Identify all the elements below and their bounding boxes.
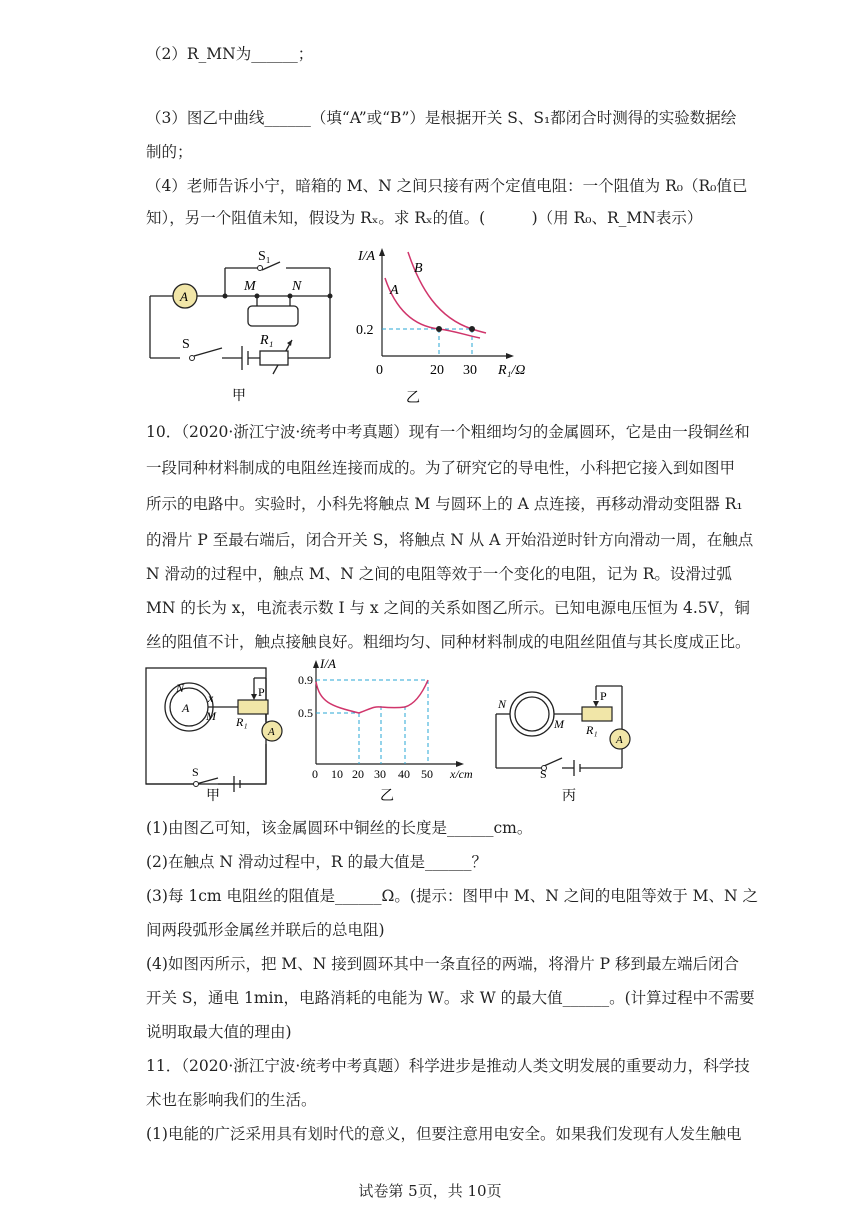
point-m-label: M xyxy=(554,717,564,731)
y-axis-label: I/A xyxy=(320,656,336,671)
q11-stem-line2: 术也在影响我们的生活。 xyxy=(146,1091,317,1109)
q9-current-resistance-graph xyxy=(350,238,540,410)
rheostat-label: R₁ xyxy=(260,333,274,348)
switch-s-label: S xyxy=(540,767,547,781)
ammeter-label: A xyxy=(616,734,623,746)
x-label: x xyxy=(208,691,214,705)
switch-s-label: S xyxy=(182,337,190,352)
point-m-label: M xyxy=(206,709,216,723)
q9-part3-line2: 制的； xyxy=(146,143,193,161)
q11-sub1-line1: (1)电能的广泛采用具有划时代的意义，但要注意用电安全。如果我们发现有人发生触电 xyxy=(146,1125,742,1143)
q10-stem-line4: 的滑片 P 至最右端后，闭合开关 S，将触点 N 从 A 开始沿逆时针方向滑动一周，在触点 xyxy=(146,531,754,549)
y-tick-label: 0.2 xyxy=(356,323,374,338)
q9-part4-line2: 知），另一个阻值未知，假设为 Rₓ。求 Rₓ的值。( )（用 R₀、R_MN表示） xyxy=(146,209,703,227)
y-tick-label: 0.9 xyxy=(298,673,313,687)
rheostat-label: R₁ xyxy=(236,715,248,729)
q9-circuit-diagram xyxy=(140,240,350,410)
q10-circuit-bing xyxy=(492,678,642,804)
current-curve xyxy=(316,680,428,713)
q10-stem-line6: MN 的长为 x，电流表示数 I 与 x 之间的关系如图乙所示。已知电源电压恒为 4.5V，铜 xyxy=(146,599,750,617)
x-axis-label: x/cm xyxy=(450,767,473,781)
x-tick-label: 50 xyxy=(421,767,433,781)
x-tick-label: 0 xyxy=(312,767,318,781)
y-axis-label: I/A xyxy=(358,249,376,264)
q10-sub4-line3: 说明取最大值的理由) xyxy=(146,1023,292,1041)
figure-caption-bing: 丙 xyxy=(562,789,576,804)
y-tick-label: 0.5 xyxy=(298,706,313,720)
q11-stem-line1: 11．（2020·浙江宁波·统考中考真题）科学进步是推动人类文明发展的重要动力，科学技 xyxy=(146,1057,750,1075)
figure-caption-jia: 甲 xyxy=(206,789,220,804)
q10-sub1: (1)由图乙可知，该金属圆环中铜丝的长度是______cm。 xyxy=(146,819,533,837)
q10-stem-line7: 丝的阻值不计，触点接触良好。粗细均匀、同种材料制成的电阻丝阻值与其长度成正比。 xyxy=(146,633,751,651)
slider-p-label: P xyxy=(600,689,607,703)
q10-sub3-line1: (3)每 1cm 电阻丝的阻值是______Ω。(提示：图甲中 M、N 之间的电阻等效于 M、N 之 xyxy=(146,887,759,905)
q10-sub4-line1: (4)如图丙所示，把 M、N 接到圆环其中一条直径的两端，将滑片 P 移到最左端后闭合 xyxy=(146,955,740,973)
q10-current-length-graph xyxy=(300,656,490,806)
slider-p-label: P xyxy=(258,685,265,699)
rheostat-label: R₁ xyxy=(586,723,598,737)
x-tick-label: 30 xyxy=(374,767,386,781)
x-tick-label: 10 xyxy=(331,767,343,781)
ammeter-label: A xyxy=(180,289,188,304)
page-footer: 试卷第 5页，共 10页 xyxy=(358,1182,502,1200)
x-tick-label: 0 xyxy=(376,363,383,378)
figure-caption-yi: 乙 xyxy=(380,789,394,804)
point-n-label: N xyxy=(176,681,185,695)
switch-s1-label: S₁ xyxy=(258,249,271,264)
q10-sub4-line2: 开关 S，通电 1min，电路消耗的电能为 W。求 W 的最大值______。(计算过程中不需要 xyxy=(146,989,755,1007)
point-a-label: A xyxy=(182,701,190,715)
x-tick-label: 20 xyxy=(352,767,364,781)
q9-part3-line1: （3）图乙中曲线______（填“A”或“B”）是根据开关 S、S₁都闭合时测得的实验数据绘 xyxy=(146,109,737,127)
node-n-label: N xyxy=(292,279,302,294)
x-axis-label: R₁/Ω xyxy=(498,363,526,378)
figure-caption-yi: 乙 xyxy=(406,391,420,406)
q10-circuit-jia xyxy=(142,664,292,804)
q10-stem-line2: 一段同种材料制成的电阻丝连接而成的。为了研究它的导电性，小科把它接入到如图甲 xyxy=(146,459,736,477)
switch-s-label: S xyxy=(192,765,199,779)
point-n-label: N xyxy=(498,697,507,711)
x-tick-label: 40 xyxy=(398,767,410,781)
curve-b-label: B xyxy=(414,261,423,276)
figure-caption-jia: 甲 xyxy=(232,389,246,404)
q10-sub2: (2)在触点 N 滑动过程中，R 的最大值是______？ xyxy=(146,853,487,871)
ammeter-label: A xyxy=(268,726,275,738)
q9-part2: （2）R_MN为______； xyxy=(146,45,314,63)
q9-part4-line1: （4）老师告诉小宁，暗箱的 M、N 之间只接有两个定值电阻：一个阻值为 R₀（R₀值已 xyxy=(146,177,748,195)
q10-stem-line3: 所示的电路中。实验时，小科先将触点 M 与圆环上的 A 点连接，再移动滑动变阻器 R₁ xyxy=(146,495,743,513)
curve-a-label: A xyxy=(390,283,399,298)
node-m-label: M xyxy=(244,279,256,294)
q10-stem-line5: N 滑动的过程中，触点 M、N 之间的电阻等效于一个变化的电阻，记为 R。设滑过弧 xyxy=(146,565,732,583)
q10-sub3-line2: 间两段弧形金属丝并联后的总电阻) xyxy=(146,921,385,939)
x-tick-label: 20 xyxy=(430,363,444,378)
x-tick-label: 30 xyxy=(463,363,477,378)
q10-stem-line1: 10．（2020·浙江宁波·统考中考真题）现有一个粗细均匀的金属圆环，它是由一段铜丝和 xyxy=(146,423,750,441)
